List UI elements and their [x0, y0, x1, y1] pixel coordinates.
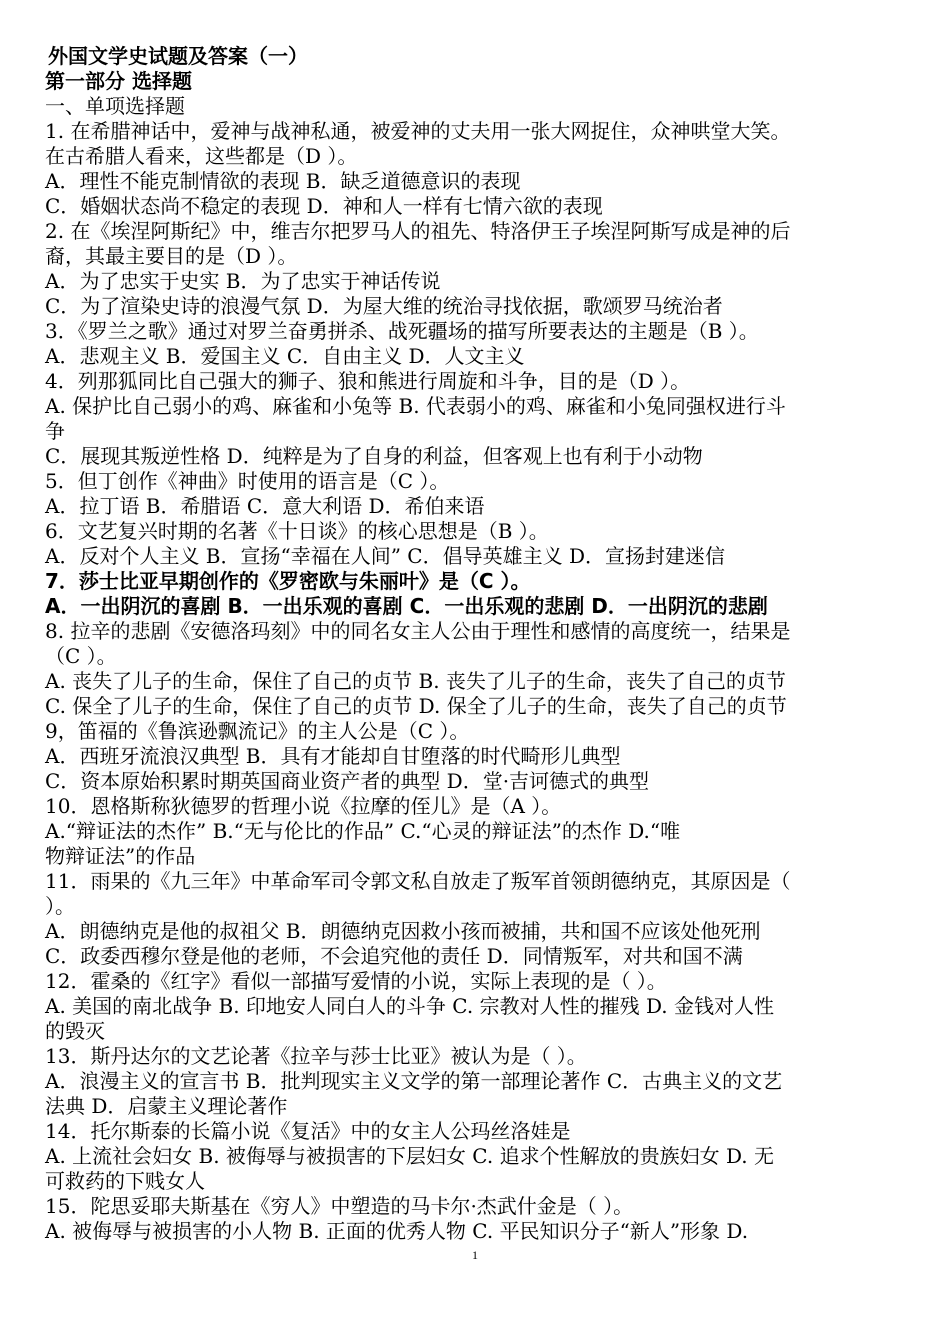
document-title: 外国文学史试题及答案（一） [48, 44, 308, 68]
text-line: 12．霍桑的《红字》看似一部描写爱情的小说，实际上表现的是（ ）。 [45, 969, 667, 993]
text-line: 8. 拉辛的悲剧《安德洛玛刻》中的同名女主人公由于理性和感情的高度统一，结果是 [45, 619, 791, 643]
text-line: C. 保全了儿子的生命，保住了自己的贞节 D. 保全了儿子的生命，丧失了自己的贞节 [45, 694, 787, 718]
text-line: （C ）。 [45, 644, 117, 668]
text-line: 14．托尔斯泰的长篇小说《复活》中的女主人公玛丝洛娃是 [45, 1119, 571, 1143]
text-line: A．悲观主义 B．爱国主义 C．自由主义 D．人文主义 [45, 344, 525, 368]
text-line: C．婚姻状态尚不稳定的表现 D．神和人一样有七情六欲的表现 [45, 194, 603, 218]
text-line: 可救药的下贱女人 [45, 1169, 205, 1193]
text-line: 13．斯丹达尔的文艺论著《拉辛与莎士比亚》被认为是（ ）。 [45, 1044, 587, 1068]
text-line: 1. 在希腊神话中，爱神与战神私通，被爱神的丈夫用一张大网捉住，众神哄堂大笑。 [45, 119, 791, 143]
text-line: 5．但丁创作《神曲》时使用的语言是（C ）。 [45, 469, 450, 493]
text-line: C．政委西穆尔登是他的老师，不会追究他的责任 D．同情叛军，对共和国不满 [45, 944, 743, 968]
text-line: 10．恩格斯称狄德罗的哲理小说《拉摩的侄儿》是（A ）。 [45, 794, 562, 818]
text-line: 3．《罗兰之歌》通过对罗兰奋勇拼杀、战死疆场的描写所要表达的主题是（B ）。 [45, 319, 759, 343]
text-line: 9，笛福的《鲁滨逊飘流记》的主人公是（C ）。 [45, 719, 470, 743]
text-line: A．为了忠实于史实 B．为了忠实于神话传说 [45, 269, 441, 293]
text-line: A．西班牙流浪汉典型 B．具有才能却自甘堕落的时代畸形儿典型 [45, 744, 621, 768]
text-line: 的毁灭 [45, 1019, 105, 1043]
text-line: A．朗德纳克是他的叔祖父 B．朗德纳克因救小孩而被捕，共和国不应该处他死刑 [45, 919, 761, 943]
text-line: 物辩证法”的作品 [45, 844, 196, 868]
text-line-bold: 7．莎士比亚早期创作的《罗密欧与朱丽叶》是（C ）。 [45, 569, 531, 593]
text-line: A．拉丁语 B．希腊语 C．意大利语 D．希伯来语 [45, 494, 485, 518]
text-line: C．为了渲染史诗的浪漫气氛 D．为屋大维的统治寻找依据，歌颂罗马统治者 [45, 294, 723, 318]
text-line: C．展现其叛逆性格 D．纯粹是为了自身的利益，但客观上也有利于小动物 [45, 444, 703, 468]
text-line: 15．陀思妥耶夫斯基在《穷人》中塑造的马卡尔·杰武什金是（ ）。 [45, 1194, 634, 1218]
text-line: 11．雨果的《九三年》中革命军司令郭文私自放走了叛军首领朗德纳克，其原因是（ [45, 869, 791, 893]
text-line: 2. 在《埃涅阿斯纪》中，维吉尔把罗马人的祖先、特洛伊王子埃涅阿斯写成是神的后 [45, 219, 791, 243]
text-line: 争 [45, 419, 65, 443]
text-line: C．资本原始积累时期英国商业资产者的典型 D．堂·吉诃德式的典型 [45, 769, 650, 793]
text-line: A. 保护比自己弱小的鸡、麻雀和小兔等 B. 代表弱小的鸡、麻雀和小兔同强权进行斗 [45, 394, 786, 418]
text-line: 6．文艺复兴时期的名著《十日谈》的核心思想是（B ）。 [45, 519, 549, 543]
text-line: ）。 [45, 894, 75, 918]
text-line: 在古希腊人看来，这些都是（D ）。 [45, 144, 358, 168]
text-line: 裔，其最主要目的是（D ）。 [45, 244, 298, 268]
text-line: A．反对个人主义 B．宣扬“幸福在人间” C．倡导英雄主义 D．宣扬封建迷信 [45, 544, 725, 568]
text-line-bold: A．一出阴沉的喜剧 B．一出乐观的喜剧 C．一出乐观的悲剧 D．一出阴沉的悲剧 [45, 594, 768, 618]
section-heading: 一、单项选择题 [45, 94, 185, 118]
text-line: A. 丧失了儿子的生命，保住了自己的贞节 B. 丧失了儿子的生命，丧失了自己的贞节 [45, 669, 786, 693]
text-line: 法典 D．启蒙主义理论著作 [45, 1094, 288, 1118]
page-number: 1 [472, 1248, 478, 1262]
text-line: A. 美国的南北战争 B. 印地安人同白人的斗争 C. 宗教对人性的摧残 D. 金钱对人性 [45, 994, 774, 1018]
text-line: A.“辩证法的杰作” B.“无与伦比的作品” C.“心灵的辩证法”的杰作 D.“唯 [45, 819, 681, 843]
text-line: A. 被侮辱与被损害的小人物 B. 正面的优秀人物 C. 平民知识分子“新人”形象 D. [45, 1219, 749, 1243]
text-line: A．浪漫主义的宣言书 B．批判现实主义文学的第一部理论著作 C．古典主义的文艺 [45, 1069, 783, 1093]
text-line: 4．列那狐同比自己强大的狮子、狼和熊进行周旋和斗争，目的是（D ）。 [45, 369, 691, 393]
document-body [45, 44, 905, 1244]
part-heading: 第一部分 选择题 [45, 69, 192, 93]
text-line: A．理性不能克制情欲的表现 B．缺乏道德意识的表现 [45, 169, 521, 193]
text-line: A. 上流社会妇女 B. 被侮辱与被损害的下层妇女 C. 追求个性解放的贵族妇女 D. 无 [45, 1144, 774, 1168]
